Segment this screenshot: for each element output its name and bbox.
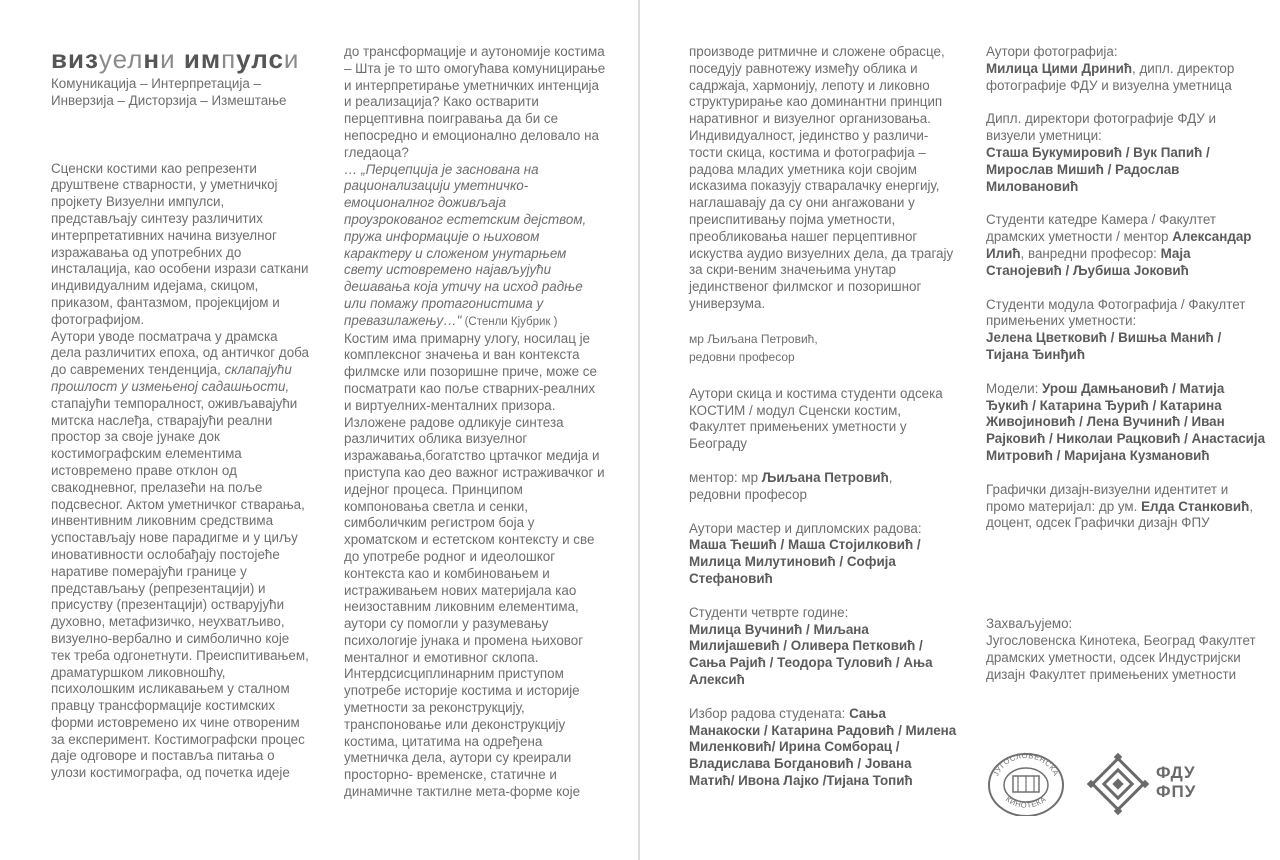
exhibition-title: визуелни импулси: [51, 44, 300, 74]
master-authors-label: Аутори мастер и дипломских радова:: [689, 520, 922, 536]
authors-intro: Аутори скица и костима студенти одсека КОСТИМ / модул Сценски костим, Факултет примењених уметности у Београду: [689, 385, 943, 452]
page-fold: [638, 0, 640, 860]
exhibition-subtitle: Комуникација – Интерпретација – Инверзија – Дисторзија – Измештање: [51, 76, 287, 108]
selection-line: Избор радова студената: Сања Манакоски / Катарина Радовић / Милена Миленковић/ Ирина Сомборац / Владислава Богдановић / Јована Матић/ Ивона Лајко /Тијана Топић: [689, 705, 957, 788]
seal-top-text: ЈУГОСЛОВЕНСКА: [991, 750, 1061, 778]
continuation-paragraph: производе ритмичне и сложене обрасце, поседују равнотежу између облика и садржаја, хармонију, лепоту и ликовно структурирање као доминантни принцип наративног и визуелног организовања. Индивидуалност, јединство у различи-тости скица, костима и фотографија – радова младих уметника који својим исказима показују стваралачку енергију, наглашавају да су они ангажовани у преиспитивању појма уметности, преобликовања нашег перцептивног искуства аудио визуелних дела, да трагају за скри-веним значењима унутар јединственог филмског и позоришног универзума.: [689, 44, 954, 311]
dipl-directors-names: Сташа Букумировић / Вук Папић / Мирослав Мишић / Радослав Миловановић: [986, 144, 1210, 194]
models-line: Модели: Урош Дамњановић / Матија Ђукић / Катарина Ђурић / Катарина Живојиновић / Лена Вучинић / Иван Рајковић / Николаи Рацковић / Анастасија Митровић / Маријана Кузмановић: [986, 380, 1266, 463]
column-1: [51, 44, 309, 782]
fdu-fpu-label: ФДУ ФПУ: [1156, 763, 1197, 801]
intro-paragraph: Сценски костими као репрезенти друштвене стварности, у уметничкој пројкету Визуелни импулси, представљају синтезу различитих интерпретативних начина визуелног изражавања од употребних до инсталација, као особени изрази саткани индивидуалним идејама, скицом, приказом, фантазмом, пројекцијом и фотографијом.: [51, 160, 309, 327]
svg-text:ЈУГОСЛОВЕНСКА: [991, 751, 1060, 778]
fourth-year-label: Студенти четврте године:: [689, 604, 849, 620]
kubrick-quote: … „Перцепција је заснована на рационализацији уметничко-емоционалног доживљаја проузрокованог естетским дејством, пружа информације о њиховом карактеру и сложеном унутарњем свету истовремено најављујући дешавања која утичу на исход радње или помажу протагонистима у превазилажењу…" (Стенли Кјубрик ): [344, 161, 587, 328]
mentor-line: ментор: мр Љиљана Петровић, редовни професор: [689, 469, 893, 502]
column-4: [986, 44, 1266, 683]
costume-role-paragraph: Костим има примарну улогу, носилац је комплексног значења и ван контекста филмске или позоришне приче, може се посматрати као поље стварних-реалних и виртуелних-менталних призора. Изложене радове одликује синтеза различитих облика визуелног изражавања,богатство цртачког медија и приступа као део важног истраживачког и идејног процеса. Принципом компоновања светла и сенки, симболичким регистром боја у хроматском и естетском контексту и све до употребе родног и идеолошког контекста као и комбиновањем и истраживањем нових материјала као неизоставним ликовним елементима, аутори су помогли у разумевању психологије јунака и промена њиховог менталног и емотивног склопа. Интердсисциплинарним приступом употребе историје костима и историје уметности за реконструкцију, транспоновање или деконструкцију костима, цитатима на одређена уметничка дела, аутори су креирали просторно- временске, статичне и динамичне тактилне мета-форме које: [344, 330, 605, 800]
fdu-fpu-diamond-icon: [1086, 752, 1150, 816]
camera-students: Студенти катедре Камера / Факултет драмских уметности / ментор Александар Илић, ванредни професор: Маја Станојевић / Љубиша Јоковић: [986, 212, 1252, 278]
thanks-label: Захваљујемо:: [986, 616, 1073, 632]
photo-authors-label: Аутори фотографија:: [986, 44, 1118, 59]
master-authors-names: Маша Ћешић / Маша Стојилковић / Милица Милутиновић / Софија Стефановић: [689, 537, 921, 586]
thanks-text: Југословенска Кинотека, Београд Факултет драмских уметности, одсек Индустријски дизајн Факултет примењених уметности: [986, 632, 1256, 682]
column-3: [689, 44, 959, 790]
column-2: [344, 44, 606, 801]
logos: [986, 750, 1266, 820]
authors-paragraph: Аутори уводе посматрача у драмска дела различитих епоха, од античког доба до савремених тенденција, склапајући прошлост у измењеној садашњости, стапајући темпоралност, оживљавајући митска наслеђа, стварајући реални простор за своје јунаке док костимографским елементима истовремено праве отклон од свакодневног, прелазећи на поље подсвесног. Актом уметничког стварања, инвентивним ликовним средствима успостављају нове парадигме и у циљу иновативности ослобађају постојеће наративе померајући границе у представљању (репрезентацији) и присуству (презентацији) остварујући духовно, метафизичко, неухватљиво, визуелно-вербално и симболично које тек треба одгонетнути. Преиспитивањем, драматуршком ликовношћу, психолошким исликавањем у сталном правцу трансформације костимских форми истовремено их чине отвореним за експеримент. Костимографски процес даје одговоре и поставља питања о улози костимографа, од почетка идеје: [51, 328, 309, 781]
graphic-design-line: Графички дизајн-визуелни идентитет и промо материјал: др ум. Елда Станковић, доцент, одсек Графички дизајн ФПУ: [986, 481, 1254, 531]
signature: мр Љиљана Петровић, редовни професор: [689, 331, 818, 364]
fourth-year-names: Милица Вучинић / Миљана Милијашевић / Оливера Петковић / Сања Рајић / Теодора Туловић / Ања Алексић: [689, 621, 933, 687]
photo-module-label: Студенти модула Фотографија / Факултет примењених уметности:: [986, 296, 1246, 329]
kinoteka-seal-icon: [986, 750, 1066, 816]
seal-bottom-text: КИНОТЕКА: [1004, 794, 1048, 810]
photo-author-line: Милица Цими Дринић, дипл. директор фотографије ФДУ и визуелна уметница: [986, 60, 1235, 93]
svg-text:КИНОТЕКА: [1004, 794, 1048, 809]
photo-module-names: Јелена Цветковић / Вишња Манић / Тијана Ђинђић: [986, 330, 1222, 362]
dipl-directors-label: Дипл. директори фотографије ФДУ и визуели уметници:: [986, 111, 1217, 144]
costume-question-paragraph: до трансформације и аутономије костима – Шта је то што омогућава комуницирање и интерпретирање уметничких интенција и реализација? Како остварити перцептивна поигравања да би се непосредно и емоционално деловало на гледаоца?: [344, 44, 606, 160]
